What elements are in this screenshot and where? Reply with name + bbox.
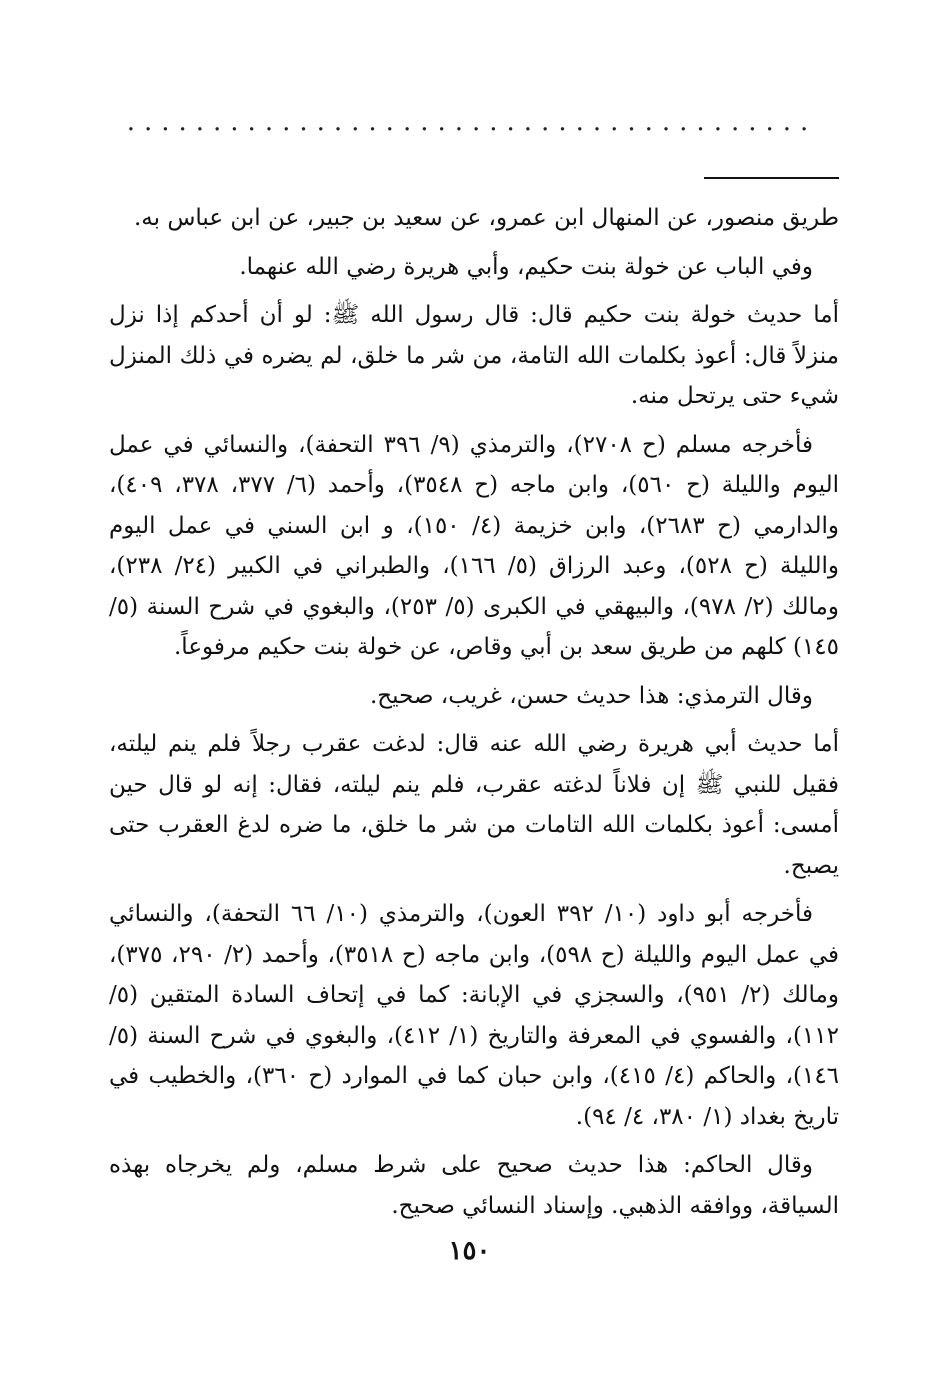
paragraph-abu-hurayra-hadith: أما حديث أبي هريرة رضي الله عنه قال: لدغت عقرب رجلاً فلم ينم ليلته، فقيل للنبي ﷺ إن فلاناً لدغته عقرب، فلم ينم ليلته، فقال: إنه لو قال حين أمسى: أعوذ بكلمات الله التامات من شر ما خلق، ما ضره لدغ العقرب حتى يصبح. bbox=[109, 731, 839, 879]
paragraph-hakim-grading: وقال الحاكم: هذا حديث صحيح على شرط مسلم، ولم يخرجاه بهذه السياقة، ووافقه الذهبي. وإسناد النسائي صحيح. bbox=[109, 1152, 839, 1219]
dotted-separator: ........................................ bbox=[126, 107, 818, 137]
paragraph-khawla-hadith: أما حديث خولة بنت حكيم قال: قال رسول الله ﷺ: لو أن أحدكم إذا نزل منزلاً قال: أعوذ بكلمات الله التامة، من شر ما خلق، لم يضره في ذلك المنزل شيء حتى يرتحل منه. bbox=[109, 302, 839, 409]
page-number: ١٥٠ bbox=[448, 1236, 491, 1266]
paragraph-khawla-takhrij: فأخرجه مسلم (ح ٢٧٠٨)، والترمذي (٩/ ٣٩٦ التحفة)، والنسائي في عمل اليوم والليلة (ح ٥٦٠)، وابن ماجه (ح ٣٥٤٨)، وأحمد (٦/ ٣٧٧، ٣٧٨، ٤٠٩)، والدارمي (ح ٢٦٨٣)، وابن خزيمة (٤/ ١٥٠)، و ابن السني في عمل اليوم والليلة (ح ٥٢٨)، وعبد الرزاق (٥/ ١٦٦)، والطبراني في الكبير (٢٤/ ٢٣٨)، ومالك (٢/ ٩٧٨)، والبيهقي في الكبرى (٥/ ٢٥٣)، والبغوي في شرح السنة (٥/ ١٤٥) كلهم من طريق سعد بن أبي وقاص، عن خولة بنت حكيم مرفوعاً. bbox=[109, 431, 840, 660]
paragraph-chapter-note: وفي الباب عن خولة بنت حكيم، وأبي هريرة رضي الله عنهما. bbox=[239, 253, 813, 280]
paragraph-abu-hurayra-takhrij: فأخرجه أبو داود (١٠/ ٣٩٢ العون)، والترمذي (١٠/ ٦٦ التحفة)، والنسائي في عمل اليوم والليلة (ح ٥٩٨)، وابن ماجه (ح ٣٥١٨)، وأحمد (٢/ ٢٩٠، ٣٧٥)، ومالك (٢/ ٩٥١)، والسجزي في الإبانة: كما في إتحاف السادة المتقين (٥/ ١١٢)، والفسوي في المعرفة والتاريخ (١/ ٤١٢)، والبغوي في شرح السنة (٥/ ١٤٦)، والحاكم (٤/ ٤١٥)، وابن حبان كما في الموارد (ح ٣٦٠)، والخطيب في تاريخ بغداد (١/ ٣٨٠، ٤/ ٩٤). bbox=[109, 901, 840, 1130]
paragraph-chain-continuation: طريق منصور، عن المنهال ابن عمرو، عن سعيد بن جبير، عن ابن عباس به. bbox=[133, 205, 839, 231]
paragraph-tirmidhi-grading: وقال الترمذي: هذا حديث حسن، غريب، صحيح. bbox=[370, 682, 813, 709]
page-body bbox=[109, 198, 839, 1234]
footnote-rule bbox=[704, 177, 839, 179]
